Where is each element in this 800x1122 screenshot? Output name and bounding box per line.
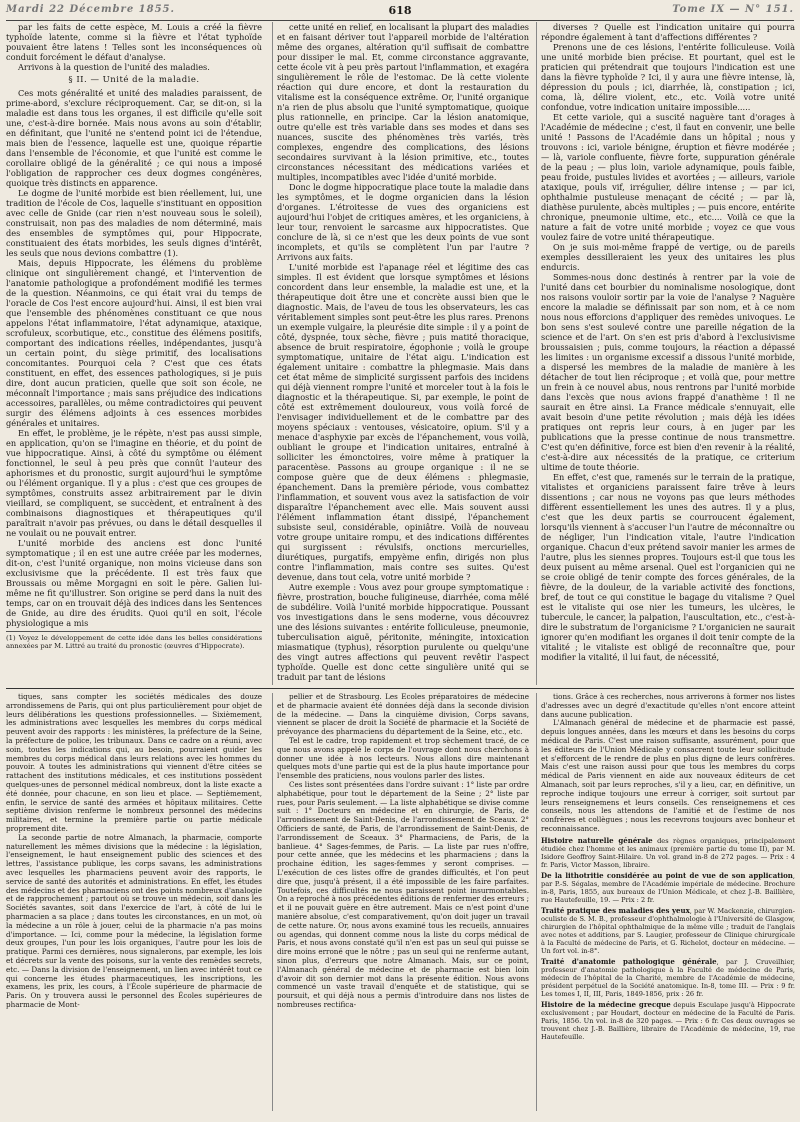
upper-column-2 [272, 22, 529, 685]
paragraph: En effet, c'est que, ramenés sur le terrain de la pratique, vitalistes et organiciens paraissent faire trêve à leurs dissentions ; car nous ne voyons pas que leurs méthodes diffèrent essentiellement les unes des autres. Il y a plus, c'est que les deux partis se courroucent également, lorsqu'ils viennent à s'accuser l'un l'autre de méconnaître ou de négliger, l'un l'indication vitale, l'autre l'indication organique. Chacun d'eux prétend savoir manier les armes de l'autre, plus les siennes propres. Toujours est-il que tous les deux puisent au même arsenal. Quel est l'organicien qui ne se croie obligé de tenir compte des forces générales, de la fièvre, de la douleur, de la variable activité des fonctions, bref, de tout ce qui constitue le bagage du vitalisme ? Quel est le vitaliste qui ose nier les tumeurs, les ulcères, le tubercule, le cancer, la palpation, l'auscultation, etc., c'est-à-dire le substratum de l'organicisme ? L'organicien ne saurait ignorer qu'en modifiant les organes il doit tenir compte de la vitalité ; le vitaliste est obligé de reconnaître que, pour modifier la vitalité, il lui faut, de nécessité, [541, 472, 795, 662]
book-text: , par P.-S. Ségalas, membre de l'Académie impériale de médecine. Brochure in-8, Paris, 1855, aux bureaux de l'Union Médicale, et chez J.-B. Baillière, rue Hautefeuille, 19. — Prix : 2 fr. [541, 871, 795, 904]
header-volume: Tome IX — N° 151. [672, 4, 794, 15]
paragraph: Ces mots généralité et unité des maladies paraissent, de prime-abord, s'exclure réciproquement. Car, se dit-on, si la maladie est dans tous les organes, il est difficile qu'elle soit une, c'est-à-dire bornée. Mais nous avons au soin d'établir, en définitant, que l'unité ne s'entend point ici de l'étendue, mais bien de l'essence, laquelle est une, quoique répartie dans l'ensemble de l'économie, et que l'unité est comme le corollaire obligé de la généralité ; ce qui nous a imposé l'obligation de rapprocher ces deux dogmes congénères, quoique très distincts en apparence. [6, 88, 262, 188]
paragraph: Et cette variole, qui a suscité naguère tant d'orages à l'Académie de médecine ; c'est, il faut en convenir, une belle unité ! Passons de l'Académie dans un hôpital ; nous y trouvons : ici, variole bénigne, éruption et fièvre modérée ; — là, variole confluente, fièvre forte, suppuration générale de la peau ; — plus loin, variole adynamique, pouls faible, peau froide, pustules livides et avortées ; — ailleurs, variole ataxique, pouls vif, irrégulier, délire intense ; — par ici, ophthalmie pustuleuse menaçant de cécité ; — par là, diathèse purulente, abcès multiples ; — puis encore, entérite chronique, pneumonie ultime, etc., etc.... Voilà ce que la nature a fait de votre unité morbide ; voyez ce que vous voulez faire de votre unité thérapeutique. [541, 112, 795, 242]
book-title: Histoire de la médecine grecque [541, 999, 671, 1009]
book-title: De la lithotritie considérée au point de vue de son application [541, 870, 793, 880]
paragraph: tions. Grâce à ces recherches, nous arriverons à former nos listes d'adresses avec un degré d'exactitude qu'elles n'ont encore atteint dans aucune publication. [541, 693, 795, 719]
paragraph: Sommes-nous donc destinés à rentrer par la voie de l'unité dans cet bourbier du nominalisme nosologique, dont nos raisons vouloir sortir par la voie de l'analyse ? Naguère encore la maladie se définissait par son nom, et à ce nom nous nous efforcions d'appliquer des remèdes univoques. Le bon sens s'est soulevé contre une pareille négation de la science et de l'art. On s'en est pris d'abord à l'exclusivisme broussaisien ; puis, comme toujours, la réaction a dépassé les limites : un organisme excessif a dissous l'unité morbide, a dispersé les membres de la maladie de manière à les détacher de tout lien réciproque ; et voilà que, pour mettre un frein à ce nouvel abus, nous rentrons par l'unité morbide dans l'excès que nous avions frappé d'anathème ! Il ne saurait en être ainsi. La France médicale s'ennuyait, elle avait besoin d'une petite révolution ; mais déjà les idées pratiques ont repris leur cours, à en juger par les publications que la presse continue de nous transmettre. C'est qu'en définitive, force est bien d'en revenir à la réalité, c'est-à-dire aux nécessités de la pratique, ce criterium ultime de toute théorie. [541, 272, 795, 472]
paragraph: pellier et de Strasbourg. Les Écoles préparatoires de médecine et de pharmacie avaient été données déjà dans la seconde division de la médecine. — Dans la cinquième division, Corps savans, viennent se placer de droit la Société de pharmacie et la Société de prévoyance des pharmaciens du département de la Seine, etc., etc. [277, 693, 529, 737]
paragraph: Le dogme de l'unité morbide est bien réellement, lui, une tradition de l'école de Cos, laquelle s'instituant en opposition avec celle de Gnide (car rien n'est nouveau sous le soleil), construisait, non pas des maladies de nom déterminé, mais des ensembles de symptômes qui, pour Hippocrate, constituaient des états morbides, les seuls dignes d'intérêt, les seuls que nous devions combattre (1). [6, 188, 262, 258]
paragraph: La seconde partie de notre Almanach, la pharmacie, comporte naturellement les mêmes divisions que la médecine : la législation, l'enseignement, le haut enseignement public des sciences et des lettres, l'assistance publique, les corps savans, les administrations avec lesquelles les pharmaciens peuvent avoir des rapports, le service de santé des autorités et administrations. En effet, les études des médecins et des pharmaciens ont des points nombreux d'analogie et de rapprochement ; partout où se trouve un médecin, soit dans les Sociétés savantes, soit dans l'exercice de l'art, à côté de lui le pharmacien a sa place ; dans toutes les circonstances, en un mot, où la médecine a un rôle à jouer, celui de la pharmacie n'a pas moins d'importance. — Ici, comme pour la médecine, la législation forme deux groupes, l'un pour les lois organiques, l'autre pour les lois de pratique. Parmi ces dernières, nous signalerons, par exemple, les lois et décrets sur la vente des poisons, sur la vente des remèdes secrets, etc. — Dans la division de l'enseignement, un lien avec intérêt tout ce qui concerne les études pharmaceutiques, les inscriptions, les examens, les prix, les cours, à l'École supérieure de pharmacie de Paris. On y trouvera aussi le personnel des Écoles supérieures de pharmacie de Mont- [6, 832, 262, 1009]
paragraph: Arrivons à la question de l'unité des maladies. [18, 62, 210, 72]
page-number: 618 [388, 4, 412, 17]
paragraph: L'Almanach général de médecine et de pharmacie est passé, depuis longues années, dans les mœurs et dans les besoins du corps médical de Paris. C'est une raison suffisante, assurément, pour que les éditeurs de l'Union Médicale y consacrent toute leur sollicitude et s'efforcent de le rendre de plus en plus digne de leurs confrères. Mais c'est une raison aussi pour que tous les membres du corps médical de Paris viennent en aide aux nouveaux éditeurs de cet Almanach, soit par leurs reproches, s'il y a lieu, car, en définitive, un reproche indique toujours une erreur à corriger, soit surtout par leurs renseignemens et leurs conseils. Ces renseignemens et ces conseils, nous les attendons de l'amitié et de l'estime de nos confrères et collègues ; nous les recevrons toujours avec bonheur et reconnaissance. [541, 718, 795, 833]
book-title: Histoire naturelle générale [541, 835, 653, 845]
paragraph: Ces listes sont présentées dans l'ordre suivant : 1° liste par ordre alphabétique, pour tout le département de la Seine ; 2° liste par rues, pour Paris seulement. — La liste alphabétique se divise comme suit : 1° Docteurs en médecine et en chirurgie, de Paris, de l'arrondissement de Saint-Denis, de l'arrondissement de Sceaux. 2° Officiers de santé, de Paris, de l'arrondissement de Saint-Denis, de l'arrondissement de Sceaux. 3° Pharmaciens, de Paris, de la banlieue. 4° Sages-femmes, de Paris. — La liste par rues n'offre, pour cette année, que les médecins et les pharmaciens ; dans la prochaine édition, les sages-femmes y seront comprises. — L'exécution de ces listes offre de grandes difficultés, et l'on peut dire que, jusqu'à présent, il a été impossible de les faire parfaites. Toutefois, ces difficultés ne nous paraissent point insurmontables. On a reproché à nos précédentes éditions de renfermer des erreurs ; et il ne pouvait guère en être autrement. Mais ce n'est point d'une manière absolue, c'est comparativement, qu'on doit juger un travail de cette nature. Or, nous avons examiné tous les recueils, annuaires ou agendas, qui donnent comme nous la liste du corps médical de Paris, et nous avons constaté qu'il n'en est pas un seul qui puisse se dire moins erroné que le nôtre ; pas un seul qui ne renferme autant, sinon plus, d'erreurs que notre Almanach. Mais, sur ce point, l'Almanach général de médecine et de pharmacie est bien loin d'avoir dit son dernier mot dans la présente édition. Nous avons commencé un vaste travail d'enquête et de statistique, qui se poursuit, et qui déjà nous a permis d'introduire dans nos listes de nombreuses rectifica- [277, 779, 529, 1009]
upper-column-3 [536, 22, 795, 685]
paragraph: Tel est le cadre, trop rapidement et trop sèchement tracé, de ce que nous avons appelé le corps de l'ouvrage dont nous cherchons à donner une idée à nos lecteurs. Nous allons dire maintenant quelques mots d'une partie qui est de la plus haute importance pour l'ensemble des praticiens, nous voulons parler des listes. [277, 735, 529, 781]
book-title: Traité d'anatomie pathologique générale [541, 956, 717, 966]
paragraph: En effet, le problème, je le répète, n'est pas aussi simple, en application, qu'on se l'imagine en théorie, et du point de vue hippocratique. Ainsi, à côté du symptôme ou élément fonctionnel, le seul à peu près que connût l'auteur des aphorismes et du pronostic, surgit aujourd'hui le symptôme ou l'élément organique. Il y a plus : c'est que ces groupes de symptômes, construits assez arbitrairement par le divin vieillard, se compliquent, se succèdent, et entraînent à des combinaisons diagnostiques et thérapeutiques qu'il paraîtrait n'avoir pas prévues, ou dans le détail desquelles il ne voulait ou ne pouvait entrer. [6, 428, 262, 538]
paragraph: cette unité en relief, en localisant la plupart des maladies et en faisant dériver tout l'appareil morbide de l'altération même des organes, altération qu'il suffisait de combattre pour dissiper le mal. Et, comme circonstance aggravante, cette école vit à peu près partout l'inflammation, et exagéra singulièrement le rôle de l'estomac. De là cette violente réaction qui dure encore, et dont la restauration du vitalisme est la conséquence extrême. Or, l'unité organique n'a rien de plus absolu que l'unité symptomatique, quoique plus rationnelle, en principe. Car la lésion anatomique, outre qu'elle est très variable dans ses modes et dans ses nuances, suscite des phénomènes très variés, très complexes, engendre des complications, des lésions secondaires survivant à la lésion primitive, etc., toutes circonstances nécessitant des médications variées et multiples, incompatibles avec l'idée d'unité morbide. [277, 22, 529, 182]
lower-column-2 [272, 693, 529, 1111]
book-title: Traité pratique des maladies des yeux [541, 905, 690, 915]
page-header [6, 4, 794, 21]
upper-column-1 [6, 22, 262, 685]
book-notice [541, 837, 795, 869]
paragraph: par les faits de cette espèce, M. Louis a créé la fièvre typhoïde latente, comme si la fièvre et l'état typhoïde pouvaient être latens ! Telles sont les inconséquences où conduit forcément le défaut d'analyse. [6, 22, 262, 62]
book-notice [541, 907, 795, 955]
footnote: (1) Voyez le développement de cette idée dans les belles considérations annexées par M. Littré au traité du pronostic (œuvres d'Hippocrate). [6, 631, 262, 650]
paragraph: On je suis moi-même frappé de vertige, ou de pareils exemples dessilleraient les yeux des unitaires les plus endurcis. [541, 242, 795, 272]
paragraph: L'unité morbide est l'apanage réel et légitime des cas simples. Il est évident que lorsque symptômes et lésions concordent dans leur ensemble, la maladie est une, et la thérapeutique doit être une et concrète aussi bien que le diagnostic. Mais, de l'aveu de tous les observateurs, les cas véritablement simples sont peut-être les plus rares. Prenons un exemple vulgaire, la pleurésie dite simple : il y a point de côté, dyspnée, toux sèche, fièvre ; puis matité thoracique, absence de bruit respiratoire, égophonie ; voilà le groupe symptomatique, unitaire de l'état aigu. L'indication est également unitaire : combattre la phlegmasie. Mais dans cet état même de simplicité surgissent parfois des incidens qui déjà viennent rompre l'unité et morceler tout à la fois le diagnostic et la thérapeutique. Si, par exemple, le point de côté est extrêmement douloureux, vous voilà forcé de l'envisager individuellement et de le combattre par des moyens spéciaux : ventouses, vésicatoire, opium. S'il y a menace d'asphyxie par excès de l'épanchement, vous voilà, oubliant le groupe et l'indication unitaires, entraîné à solliciter les émonctoires, voire même à pratiquer la paracentèse. Passons au groupe organique : il ne se compose guère que de deux élémens : phlegmasie, épanchement. Dans la première période, vous combattez l'inflammation, et souvent vous avez la satisfaction de voir disparaître l'épanchement avec elle. Mais souvent aussi l'élément inflammation étant dissipé, l'épanchement subsiste seul, considérable, opiniâtre. Voilà de nouveau votre groupe unitaire rompu, et des indications différentes qui surgissent : révulsifs, onctions mercurielles, diurétiques, purgatifs, empyème enfin, dirigés non plus contre l'inflammation, mais contre ses suites. Qu'est devenue, dans tout cela, votre unité morbide ? [277, 262, 529, 582]
book-text: , par W. Mackenzie, chirurgien-oculiste de S. M. B., professeur d'ophthalmologie à l'Université de Glasgow, chirurgien de l'hôpital ophthalmique de la même ville ; traduit de l'anglais avec notes et additions, par S. Laugier, professeur de Clinique chirurgicale à la Faculté de médecine de Paris, et G. Richelot, docteur en médecine. — Un fort vol. in-8°. [541, 906, 795, 955]
book-text: depuis Esculape jusqu'à Hippocrate exclusivement ; par Houdart, docteur en médecine de la Faculté de Paris. Paris, 1856. Un vol. in-8 de 320 pages. — Prix : 6 fr. Ces deux ouvrages se trouvent chez J.-B. Baillière, libraire de l'Académie de médecine, 19, rue Hautefeuille. [541, 1000, 795, 1041]
paragraph: L'unité morbide des anciens est donc l'unité symptomatique ; il en est une autre créée par les modernes, dit-on, c'est l'unité organique, non moins vicieuse dans son exclusivisme que la précédente. Il est très faux que Broussais ou même Morgagni en soit le père. Galien lui-même ne fit qu'illustrer. Son origine se perd dans la nuit des temps, car on en trouvait déjà des indices dans les Sentences de Gnide, au dire des érudits. Quoi qu'il en soit, l'école physiologique a mis [6, 538, 262, 628]
article-upper [6, 22, 794, 685]
paragraph: Prenons une de ces lésions, l'entérite folliculeuse. Voilà une unité morbide bien précise. Et pourtant, quel est le praticien qui prétendrait que toujours l'indication est une dans la fièvre typhoïde ? Ici, il y aura une fièvre intense, là, dépression du pouls ; ici, diarrhée, là, constipation ; ici, coma, là, délire violent, etc., etc. Voilà votre unité confondue, votre indication unitaire impossible..... [541, 42, 795, 112]
section-title: § II. — Unité de la maladie. [68, 75, 200, 85]
book-text: , par J. Cruveilhier, professeur d'anatomie pathologique à la Faculté de médecine de Paris, médecin de l'hôpital de la Charité, membre de l'Académie de médecine, président perpétuel de la Société anatomique. In-8, tome III. — Prix : 9 fr. Les tomes I, II, III, Paris, 1849-1856, prix : 26 fr. [541, 957, 795, 998]
paragraph: tiques, sans compter les sociétés médicales des douze arrondissemens de Paris, qui ont plus particulièrement pour objet de leurs délibérations les questions professionnelles. — Sixièmement, les administrations avec lesquelles les membres du corps médical peuvent avoir des rapports : les ministères, la préfecture de la Seine, la préfecture de police, les tribunaux. Dans ce cadre on a réuni, avec soin, toutes les indications qui, au besoin, pourraient guider les membres du corps médical dans leurs relations avec les hommes du pouvoir. A toutes les administrations qui viennent d'être citées se rattachent des institutions médicales, et ces institutions possèdent quelques-unes de personnel médical nombreux, dont la liste exacte a été donnée, pour chacune, en son lieu et place. — Septièmement, enfin, le service de santé des armées et hôpitaux militaires. Cette septième division renferme le nombreux personnel des médecins militaires, et termine la première partie ou partie médicale proprement dite. [6, 693, 262, 833]
lower-column-1 [6, 693, 262, 1111]
lower-column-3 [536, 693, 795, 1111]
paragraph: Donc le dogme hippocratique place toute la maladie dans les symptômes, et le dogme organicien dans la lésion d'organes. L'étroitesse de vues des organiciens est aujourd'hui l'objet de critiques amères, et les organiciens, à leur tour, renvoient le sarcasme aux hippocratistes. Que conclure de là, si ce n'est que les deux points de vue sont incomplets, et qu'ils se complètent l'un par l'autre ? Arrivons aux faits. [277, 182, 529, 262]
book-notice [541, 872, 795, 904]
book-notice [541, 958, 795, 998]
book-notice [541, 1001, 795, 1041]
feuilleton-lower [6, 688, 794, 1113]
paragraph: Autre exemple : Vous avez pour groupe symptomatique : fièvre, prostration, bouche fuligineuse, diarrhée, coma mêlé de subdélire. Voilà l'unité morbide hippocratique. Poussant vos investigations dans le sens moderne, vous découvrez une des lésions suivantes : entérite folliculeuse, pneumonie, tuberculisation aiguë, péritonite, méningite, intoxication miasmatique (typhus), résorption purulente ou quelqu'une des vingt autres affections qui peuvent revêtir l'aspect typhoïde. Quelle est donc cette singulière unité qui se traduit par tant de lésions [277, 582, 529, 682]
book-text: des règnes organiques, principalement étudiée chez l'homme et les animaux (première partie du tome II), par M. Isidore Geoffroy Saint-Hilaire. Un vol. grand in-8 de 272 pages. — Prix : 4 fr. Paris, Victor Masson, libraire. [541, 836, 795, 869]
header-date: Mardi 22 Décembre 1855. [6, 4, 175, 15]
newspaper-page [6, 4, 794, 1112]
paragraph: Mais, depuis Hippocrate, les élémens du problème clinique ont singulièrement changé, et l'intervention de l'anatomie pathologique a profondément modifié les termes de la question. Néanmoins, ce qui était vrai du temps de l'oracle de Cos l'est encore aujourd'hui. Ainsi, il est bien vrai que l'ensemble des phénomènes constituant ce que nous appelons l'état inflammatoire, l'état adynamique, ataxique, scrofuleux, scorbutique, etc., constitue des élémens positifs, comportant des indications réelles, indépendantes, jusqu'à un certain point, du siège primitif, des localisations concomitantes. Pourquoi cela ? C'est que ces états constituent, en effet, des essences pathologiques, si je puis dire, dont aucun praticien, quelle que soit son école, ne méconnaît l'importance ; mais sans préjudice des indications accessoires, parallèles, ou même contradictoires qui peuvent surgir des élémens adjoints à ces essences morbides générales et unitaires. [6, 258, 262, 428]
paragraph: diverses ? Quelle est l'indication unitaire qui pourra répondre également à tant d'affections différentes ? [541, 22, 795, 42]
